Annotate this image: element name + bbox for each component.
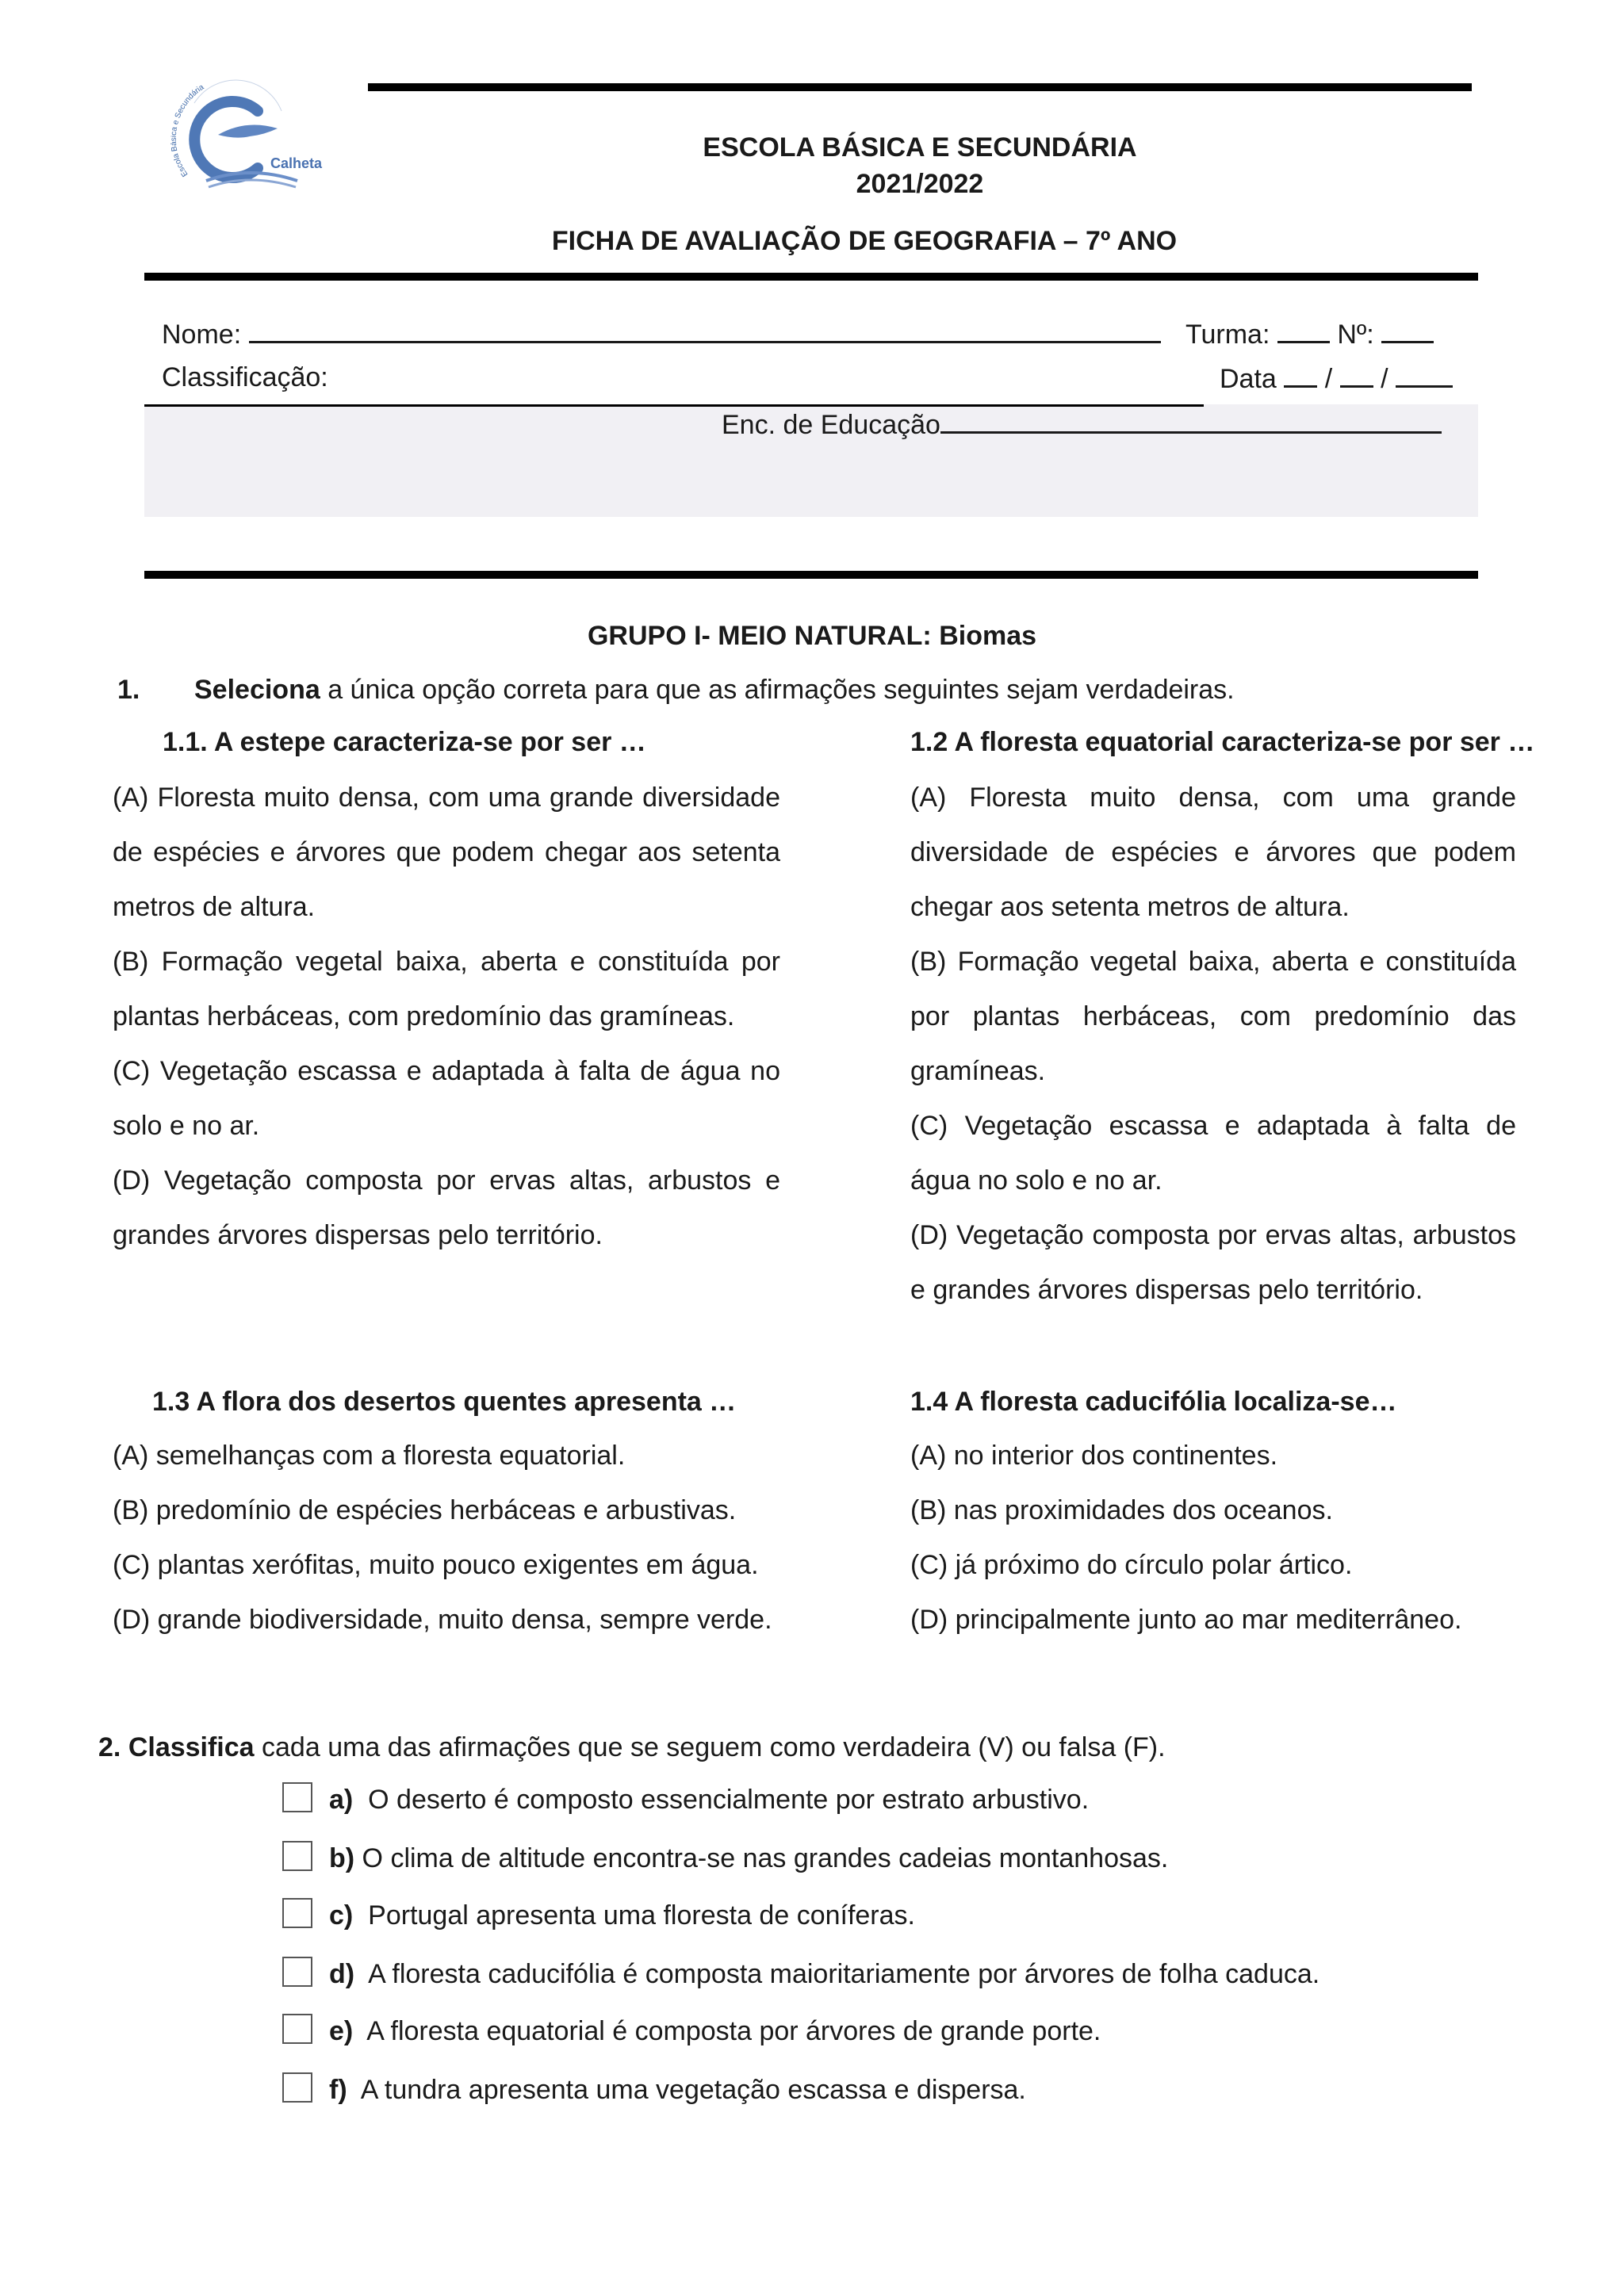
date-label: Data — [1220, 364, 1277, 394]
q1-instruction-text: a única opção correta para que as afirmações seguintes sejam verdadeiras. — [320, 675, 1235, 705]
date-sep-2: / — [1381, 364, 1388, 394]
q1-3-option-a[interactable]: (A) semelhanças com a floresta equatorial. — [113, 1441, 626, 1471]
q2-e-item — [329, 2015, 1101, 2047]
top-rule — [368, 83, 1472, 91]
number-label: Nº: — [1337, 320, 1374, 350]
q1-4-options — [910, 1429, 1545, 1647]
q1-2-option-d[interactable]: (D) Vegetação composta por ervas altas, arbustos e grandes árvores dispersas pelo território. — [910, 1220, 1516, 1305]
q2-e-checkbox[interactable] — [282, 2014, 312, 2044]
q1-4-option-d[interactable]: (D) principalmente junto ao mar mediterrâneo. — [910, 1605, 1462, 1635]
q1-4-stem: 1.4 A floresta caducifólia localiza-se… — [910, 1387, 1397, 1417]
q1-1-option-a[interactable]: (A) Floresta muito densa, com uma grande diversidade de espécies e árvores que podem chegar aos setenta metros de altura. — [113, 783, 780, 922]
date-month-field[interactable] — [1340, 362, 1373, 388]
number-field[interactable] — [1381, 317, 1434, 343]
q1-2-option-c[interactable]: (C) Vegetação escassa e adaptada à falta de água no solo e no ar. — [910, 1111, 1516, 1196]
q2-b-text: O clima de altitude encontra-se nas grandes cadeias montanhosas. — [362, 1843, 1169, 1873]
q1-1-options — [113, 771, 780, 1263]
q2-f-letter: f) — [329, 2075, 347, 2105]
q1-number: 1. — [117, 675, 140, 705]
guardian-signature-field[interactable] — [940, 408, 1442, 434]
q1-1-option-d[interactable]: (D) Vegetação composta por ervas altas, arbustos e grandes árvores dispersas pelo território. — [113, 1165, 780, 1250]
q1-3-option-c[interactable]: (C) plantas xerófitas, muito pouco exigentes em água. — [113, 1550, 759, 1580]
q2-c-letter: c) — [329, 1900, 354, 1931]
q1-2-option-b[interactable]: (B) Formação vegetal baixa, aberta e constituída por plantas herbáceas, com predomínio das gramíneas. — [910, 947, 1516, 1086]
q2-instruction-verb: Classifica — [128, 1732, 255, 1762]
guardian-label: Enc. de Educação — [722, 410, 940, 440]
q2-a-text: O deserto é composto essencialmente por estrato arbustivo. — [368, 1785, 1090, 1815]
q1-4-option-b[interactable]: (B) nas proximidades dos oceanos. — [910, 1495, 1333, 1525]
q2-f-text: A tundra apresenta uma vegetação escassa e dispersa. — [360, 2075, 1026, 2105]
group-title: GRUPO I- MEIO NATURAL: Biomas — [587, 621, 1037, 651]
q2-f-item — [329, 2074, 1026, 2106]
name-row — [162, 317, 1161, 350]
q2-b-letter: b) — [329, 1843, 355, 1873]
grade-underline[interactable] — [144, 404, 1204, 407]
guardian-row — [722, 408, 1442, 441]
school-logo — [170, 79, 337, 198]
q1-2-option-a[interactable]: (A) Floresta muito densa, com uma grande diversidade de espécies e árvores que podem chegar aos setenta metros de altura. — [910, 783, 1516, 922]
q1-3-options — [113, 1429, 826, 1647]
q1-1-option-b[interactable]: (B) Formação vegetal baixa, aberta e constituída por plantas herbáceas, com predomínio das gramíneas. — [113, 947, 780, 1031]
logo-text: Calheta — [270, 155, 323, 171]
q1-3-option-b[interactable]: (B) predomínio de espécies herbáceas e arbustivas. — [113, 1495, 737, 1525]
date-sep-1: / — [1324, 364, 1333, 394]
class-label: Turma: — [1185, 320, 1270, 350]
q2-a-checkbox[interactable] — [282, 1782, 312, 1812]
q1-instruction-verb: Seleciona — [194, 675, 320, 705]
q1-2-stem: 1.2 A floresta equatorial caracteriza-se por ser … — [910, 727, 1535, 757]
q2-a-item — [329, 1784, 1089, 1816]
q2-a-letter: a) — [329, 1785, 354, 1815]
q2-d-checkbox[interactable] — [282, 1957, 312, 1987]
q2-c-item — [329, 1900, 915, 1931]
q2-d-letter: d) — [329, 1959, 355, 1989]
name-field[interactable] — [249, 317, 1161, 343]
grade-label: Classificação: — [162, 362, 328, 392]
q2-b-checkbox[interactable] — [282, 1841, 312, 1871]
class-field[interactable] — [1277, 317, 1330, 343]
form-rule — [144, 571, 1478, 579]
q1-3-option-d[interactable]: (D) grande biodiversidade, muito densa, sempre verde. — [113, 1605, 772, 1635]
q1-2-options — [910, 771, 1516, 1318]
q2-b-item — [329, 1843, 1168, 1874]
q2-instruction — [98, 1732, 1166, 1763]
date-row — [1220, 362, 1453, 395]
q1-4-option-c[interactable]: (C) já próximo do círculo polar ártico. — [910, 1550, 1353, 1580]
page-title: FICHA DE AVALIAÇÃO DE GEOGRAFIA – 7º ANO — [551, 226, 1178, 256]
q2-f-checkbox[interactable] — [282, 2072, 312, 2103]
q2-d-text: A floresta caducifólia é composta maioritariamente por árvores de folha caduca. — [368, 1959, 1320, 1989]
q1-3-stem: 1.3 A flora dos desertos quentes apresenta … — [152, 1387, 737, 1417]
q2-e-letter: e) — [329, 2016, 354, 2046]
logo-arc-text: Escola B ca e Secundária — [170, 82, 206, 178]
school-year: 2021/2022 — [856, 169, 984, 199]
q2-instruction-text: cada uma das afirmações que se seguem como verdadeira (V) ou falsa (F). — [254, 1732, 1166, 1762]
date-day-field[interactable] — [1284, 362, 1317, 388]
name-label: Nome: — [162, 320, 242, 350]
q2-d-item — [329, 1958, 1320, 1990]
q2-e-text: A floresta equatorial é composta por árvores de grande porte. — [366, 2016, 1101, 2046]
q2-c-text: Portugal apresenta uma floresta de coníferas. — [368, 1900, 915, 1931]
q1-1-option-c[interactable]: (C) Vegetação escassa e adaptada à falta de água no solo e no ar. — [113, 1056, 780, 1141]
q2-number: 2. — [98, 1732, 121, 1762]
q1-instruction — [194, 674, 1235, 706]
class-number-row — [1185, 317, 1434, 350]
q1-4-option-a[interactable]: (A) no interior dos continentes. — [910, 1441, 1278, 1471]
q1-1-stem: 1.1. A estepe caracteriza-se por ser … — [163, 727, 646, 757]
q2-c-checkbox[interactable] — [282, 1898, 312, 1928]
title-rule — [144, 273, 1478, 281]
school-name: ESCOLA BÁSICA E SECUNDÁRIA — [703, 132, 1137, 163]
date-year-field[interactable] — [1396, 362, 1453, 388]
